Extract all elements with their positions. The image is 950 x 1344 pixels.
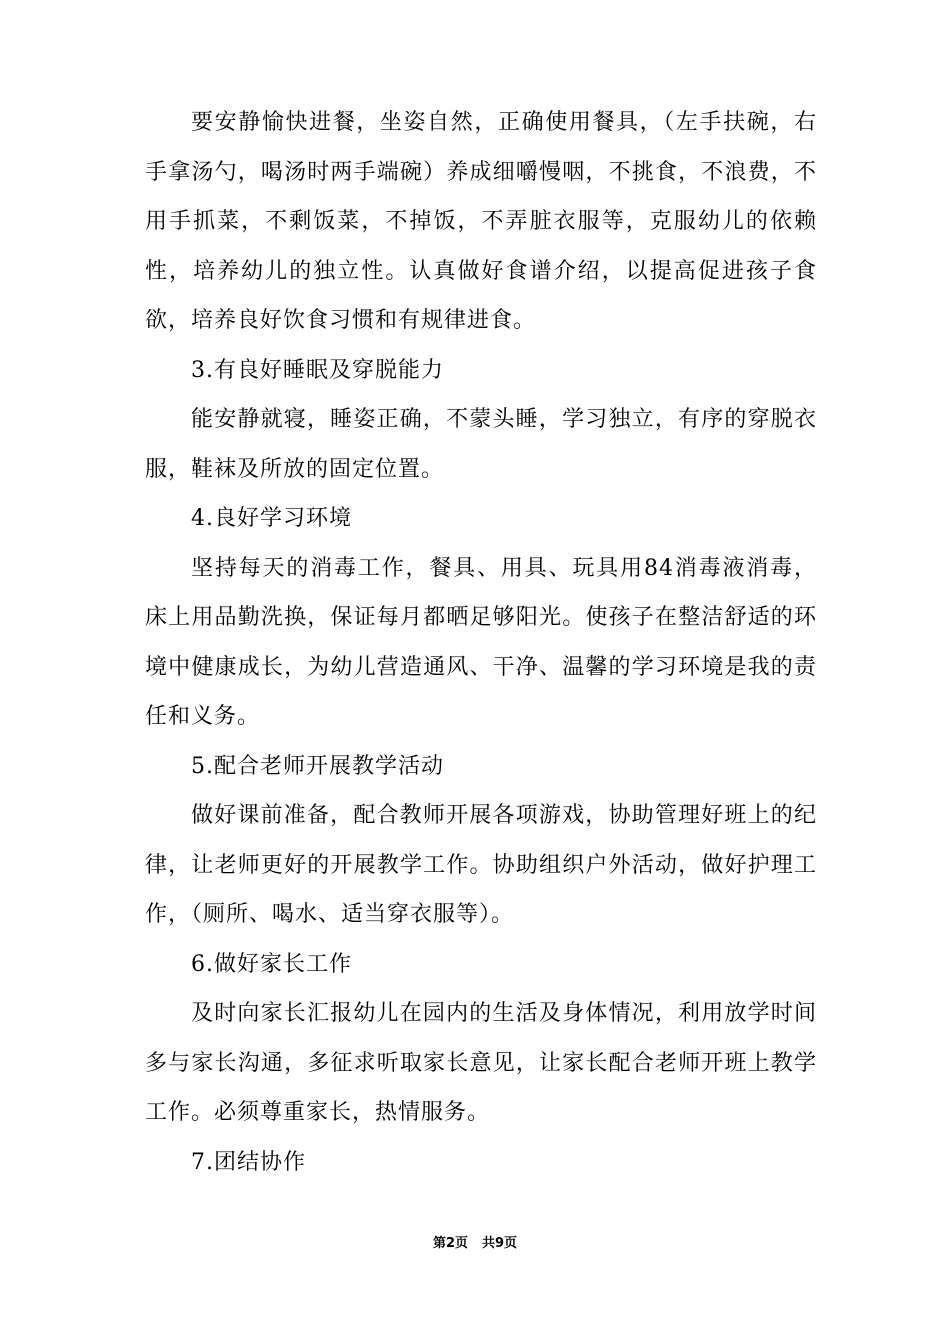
page-total: 共9页 (482, 1236, 518, 1251)
document-body (145, 98, 817, 1187)
heading-parents: 6.做好家长工作 (191, 951, 352, 977)
paragraph-parents: 及时向家长汇报幼儿在园内的生活及身体情况，利用放学时间多与家长沟通，多征求听取家长意见，让家长配合老师开班上教学工作。必须尊重家长，热情服务。 (145, 1001, 817, 1125)
paragraph-meals: 要安静愉快进餐，坐姿自然，正确使用餐具，（左手扶碗，右手拿汤勺，喝汤时两手端碗）养成细嚼慢咽，不挑食，不浪费，不用手抓菜，不剩饭菜，不掉饭，不弄脏衣服等，克服幼儿的依赖性，培养幼儿的独立性。认真做好食谱介绍，以提高促进孩子食欲，培养良好饮食习惯和有规律进食。 (145, 110, 817, 333)
page-footer (0, 1232, 950, 1251)
page-number: 第2页 (432, 1236, 468, 1251)
heading-sleep: 3.有良好睡眠及穿脱能力 (191, 357, 444, 383)
paragraph-environment: 坚持每天的消毒工作，餐具、用具、玩具用84消毒液消毒，床上用品勤洗换，保证每月都晒足够阳光。使孩子在整洁舒适的环境中健康成长，为幼儿营造通风、干净、温馨的学习环境是我的责任和义务。 (145, 555, 817, 729)
paragraph-teaching: 做好课前准备，配合教师开展各项游戏，协助管理好班上的纪律，让老师更好的开展教学工作。协助组织户外活动，做好护理工作，（厕所、喝水、适当穿衣服等）。 (145, 803, 817, 927)
heading-teaching: 5.配合老师开展教学活动 (191, 753, 444, 779)
heading-teamwork: 7.团结协作 (191, 1149, 306, 1175)
paragraph-sleep: 能安静就寝，睡姿正确，不蒙头睡，学习独立，有序的穿脱衣服，鞋袜及所放的固定位置。 (145, 407, 817, 482)
heading-environment: 4.良好学习环境 (191, 506, 352, 531)
